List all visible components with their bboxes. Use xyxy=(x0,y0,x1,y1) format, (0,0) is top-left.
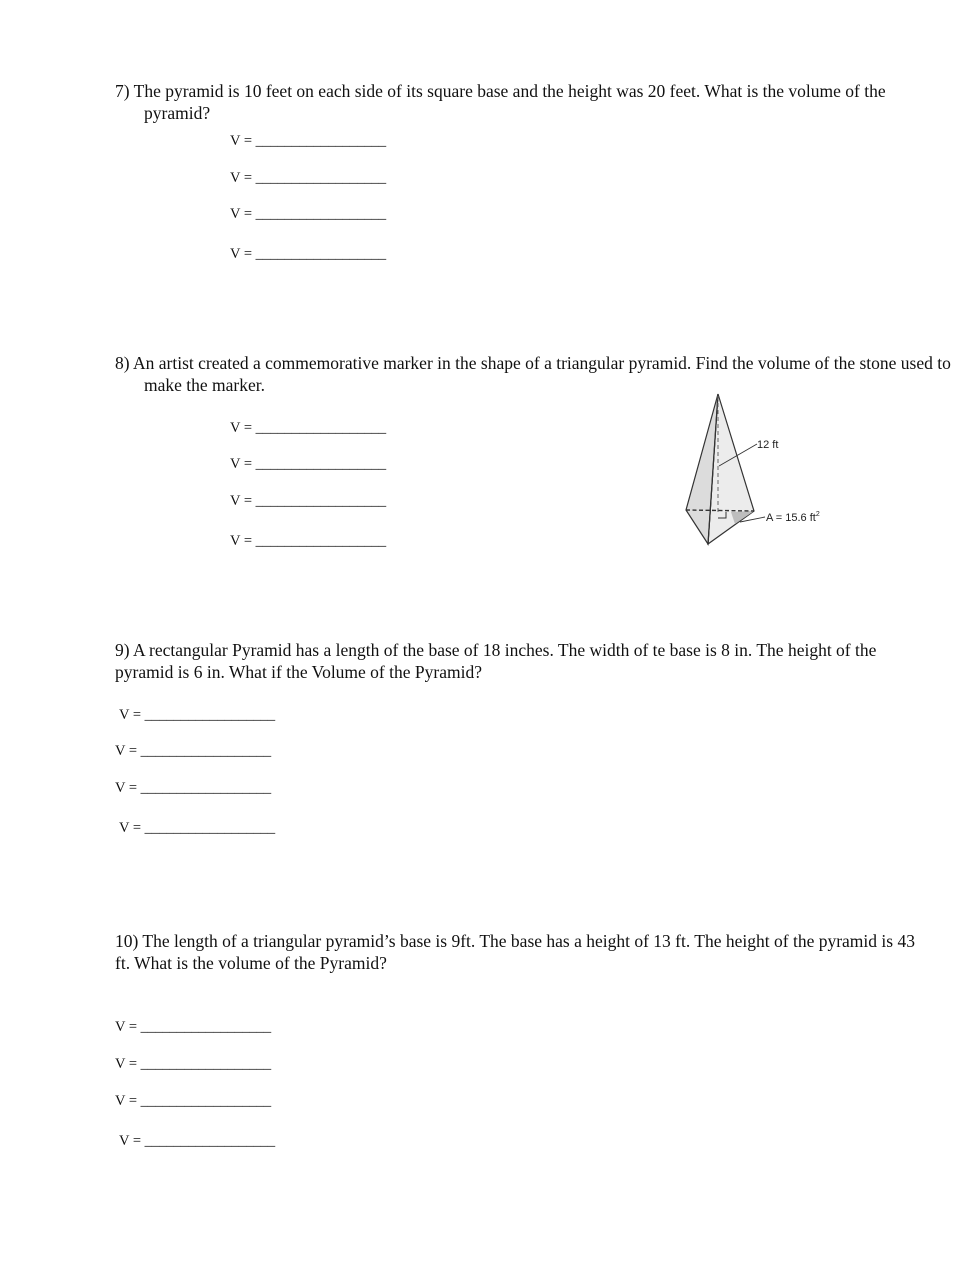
answer-line: V = __________________ xyxy=(230,133,387,149)
answer-line: V = __________________ xyxy=(119,820,276,836)
answer-line: V = __________________ xyxy=(115,780,272,796)
question-8-text: 8) An artist created a commemorative marker in the shape of a triangular pyramid. Find the volume of the stone used to make the marker. xyxy=(115,353,951,395)
answer-line: V = __________________ xyxy=(119,707,276,723)
answer-line: V = __________________ xyxy=(115,1093,272,1109)
question-9-text: 9) A rectangular Pyramid has a length of the base of 18 inches. The width of te base is 8 in. The height of the pyramid is 6 in. What if the Volume of the Pyramid? xyxy=(115,640,877,682)
answer-line: V = __________________ xyxy=(115,1019,272,1035)
answer-line: V = __________________ xyxy=(230,456,387,472)
answer-line: V = __________________ xyxy=(230,420,387,436)
base-area-label: A = 15.6 $ft^2$ xyxy=(766,511,820,524)
height-label: 12 ft xyxy=(757,439,779,451)
question-10-text: 10) The length of a triangular pyramid’s base is 9ft. The base has a height of 13 ft. The height of the pyramid is 43 ft. What is the volume of the Pyramid? xyxy=(115,931,915,973)
answer-line: V = __________________ xyxy=(115,1056,272,1072)
answer-line: V = __________________ xyxy=(230,493,387,509)
triangular-pyramid-figure xyxy=(676,388,846,554)
answer-line: V = __________________ xyxy=(230,206,387,222)
answer-line: V = __________________ xyxy=(115,743,272,759)
answer-line: V = __________________ xyxy=(119,1133,276,1149)
question-7-text: 7) The pyramid is 10 feet on each side of its square base and the height was 20 feet. What is the volume of the pyramid? xyxy=(115,81,886,123)
answer-line: V = __________________ xyxy=(230,170,387,186)
answer-line: V = __________________ xyxy=(230,533,387,549)
answer-line: V = __________________ xyxy=(230,246,387,262)
